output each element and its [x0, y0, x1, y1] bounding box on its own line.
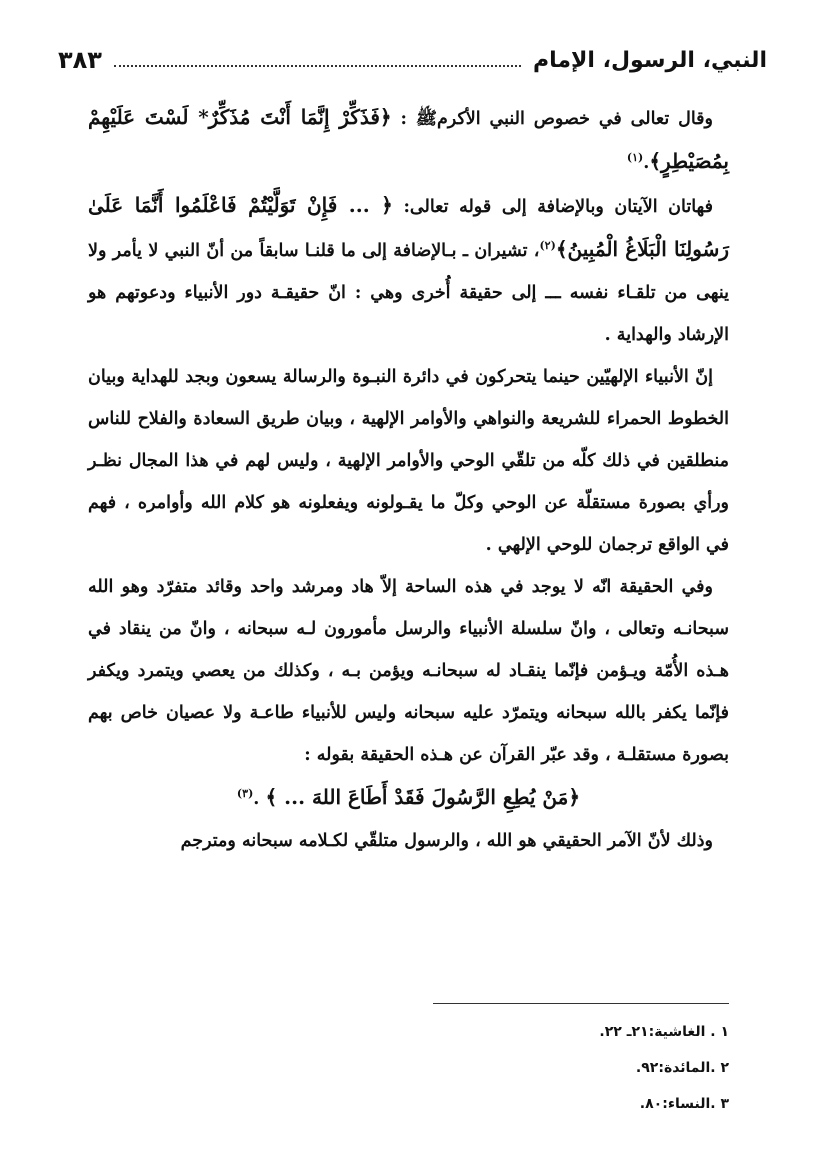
paragraph-2-rest: ، تشيران ـ بـالإضافة إلى ما قلنـا سابقاً من أنّ النبي لا يأمر ولا ينهى من تلقـاء نفسه ـــ إلى حقيقة أُخرى وهي : انّ حقيقـة دور الأنبياء ودعوتهم هو الإرشاد والهداية . [88, 241, 729, 345]
footnote-1: ١ . الغاشية:٢١ـ ٢٢. [599, 1024, 729, 1040]
verse-3-end: . [253, 789, 266, 809]
paragraph-2-intro: فهاتان الآيتان وبالإضافة إلى قوله تعالى: [392, 197, 713, 217]
paragraph-4: وفي الحقيقة انّه لا يوجد في هذه الساحة إلاّ هاد ومرشد واحد وقائد متفرّد وهو الله سبحانـه وتعالى ، وانّ سلسلة الأنبياء والرسل مأمورون لـه سبحانه ، وانّ من ينقاد في هـذه الأُمّة ويـؤمن فإنّما ينقـاد له سبحانـه ويؤمن بـه ، وكذلك من يعصي ويتمرد ويكفر فإنّما يكفر بالله سبحانه ويتمرّد عليه سبحانه وليس للأنبياء طاعـة ولا عصيان خاص بهم بصورة مستقلـة ، وقد عبّر القرآن عن هـذه الحقيقة بقوله : [88, 577, 729, 765]
quran-verse-2: ﴿ ... فَإِنْ تَوَلَّيْتُمْ فَاعْلَمُوا أَنَّمَا عَلَىٰ رَسُولِنَا الْبَلَاغُ الْمُبِينُ﴾ [88, 193, 729, 261]
page-header [58, 40, 767, 80]
footnote-ref-2[interactable]: (٢) [539, 239, 556, 253]
footnote-ref-1[interactable]: (١) [626, 151, 644, 165]
paragraph-5: وذلك لأنّ الآمر الحقيقي هو الله ، والرسول متلقّي لكـلامه سبحانه ومترجم [180, 831, 713, 851]
dotted-leader [114, 65, 521, 67]
main-text [88, 96, 729, 862]
paragraph-3: إنّ الأنبياء الإلهيّين حينما يتحركون في دائرة النبـوة والرسالة يسعون وبجد للهداية وبيان الخطوط الحمراء للشريعة والنواهي والأوامر الإلهية ، وبيان طريق السعادة والفلاح للناس منطلقين في ذلك كلّه من تلقّي الوحي والأوامر الإلهية ، وليس لهم في هذا المجال نظـر ورأي بصورة مستقلّة عن الوحي وكلّ ما يقـولونه ويفعلونه هو كلام الله وأوامره ، فهم في الواقع ترجمان للوحي الإلهي . [88, 367, 729, 555]
footnote-3: ٣ .النساء:٨٠. [639, 1096, 729, 1112]
quran-verse-1: ﴿فَذَكِّرْ إِنَّمَا أَنْتَ مُذَكِّرٌ* لَسْتَ عَلَيْهِمْ بِمُصَيْطِرٍ﴾ [88, 105, 729, 173]
paragraph-2 [88, 184, 729, 356]
paragraph-1 [88, 96, 729, 184]
footnotes [309, 1014, 729, 1122]
quran-verse-3: ﴿مَنْ يُطِعِ الرَّسُولَ فَقَدْ أَطَاعَ اللهَ ... ﴾ [265, 785, 581, 809]
quran-verse-3-line [88, 776, 729, 820]
footnote-divider [433, 1003, 729, 1004]
paragraph-1-end: . [643, 153, 650, 173]
running-title: النبي، الرسول، الإمام [533, 47, 767, 73]
page-number: ٣٨٣ [58, 46, 102, 74]
footnote-2: ٢ .المائدة:٩٢. [635, 1060, 729, 1076]
paragraph-1-intro: وقال تعالى في خصوص النبي الأكرمﷺ : [391, 109, 713, 129]
footnote-ref-3[interactable]: (٣) [236, 787, 254, 801]
